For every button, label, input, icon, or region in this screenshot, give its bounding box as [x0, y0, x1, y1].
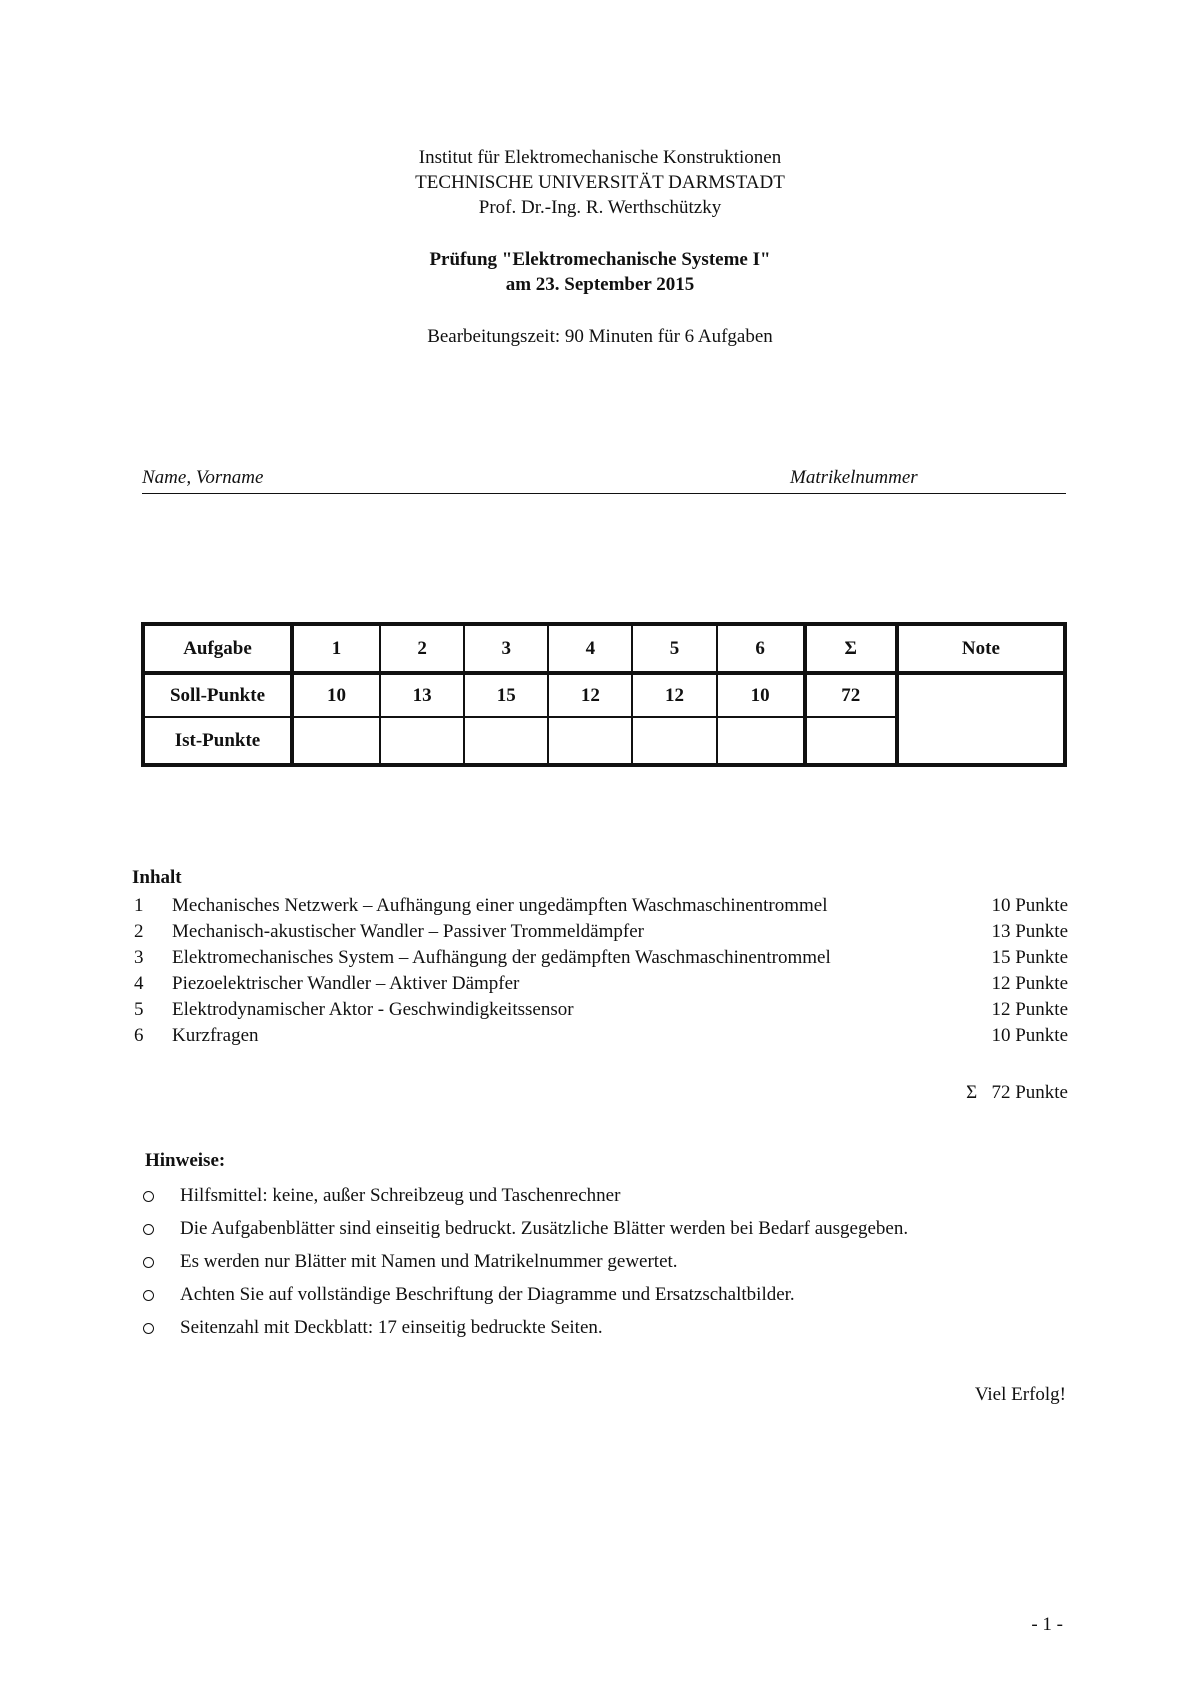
hint-text: Die Aufgabenblätter sind einseitig bedruckt. Zusätzliche Blätter werden bei Bedarf ausgegeben.	[180, 1218, 909, 1239]
item-points: 12 Punkte	[991, 973, 1068, 994]
item-title: Piezoelektrischer Wandler – Aktiver Dämpfer	[172, 973, 520, 994]
university-name: TECHNISCHE UNIVERSITÄT DARMSTADT	[415, 172, 785, 193]
item-number: 4	[134, 973, 144, 994]
item-title: Elektrodynamischer Aktor - Geschwindigkeitssensor	[172, 999, 574, 1020]
score-header-cell: 5	[632, 624, 716, 673]
contents-heading: Inhalt	[132, 867, 182, 888]
ist-field[interactable]	[464, 717, 548, 765]
exam-title: Prüfung "Elektromechanische Systeme I"	[429, 249, 771, 270]
item-points: 15 Punkte	[991, 947, 1068, 968]
soll-value: 12	[632, 673, 716, 717]
hint-text: Achten Sie auf vollständige Beschriftung der Diagramme und Ersatzschaltbilder.	[180, 1284, 795, 1305]
circle-bullet-icon	[143, 1191, 154, 1202]
contents-list	[134, 893, 1068, 1049]
score-header-row	[143, 624, 1065, 673]
item-number: 3	[134, 947, 144, 968]
soll-value: 15	[464, 673, 548, 717]
circle-bullet-icon	[143, 1224, 154, 1235]
ist-field[interactable]	[380, 717, 464, 765]
soll-value: 10	[717, 673, 805, 717]
item-number: 5	[134, 999, 144, 1020]
score-header-cell: 4	[548, 624, 632, 673]
circle-bullet-icon	[143, 1257, 154, 1268]
ist-label: Ist-Punkte	[143, 717, 292, 765]
soll-label: Soll-Punkte	[143, 673, 292, 717]
item-title: Kurzfragen	[172, 1025, 259, 1046]
score-table	[141, 622, 1067, 767]
contents-item	[134, 971, 1068, 997]
hint-text: Es werden nur Blätter mit Namen und Matrikelnummer gewertet.	[180, 1251, 678, 1272]
item-title: Mechanisch-akustischer Wandler – Passiver Trommeldämpfer	[172, 921, 644, 942]
contents-item	[134, 1023, 1068, 1049]
exam-date: am 23. September 2015	[505, 274, 695, 295]
duration-line	[0, 324, 1200, 349]
item-number: 6	[134, 1025, 144, 1046]
hint-text: Seitenzahl mit Deckblatt: 17 einseitig bedruckte Seiten.	[180, 1317, 603, 1338]
soll-value: 13	[380, 673, 464, 717]
item-title: Mechanisches Netzwerk – Aufhängung einer ungedämpften Waschmaschinentrommel	[172, 895, 828, 916]
contents-item	[134, 945, 1068, 971]
page-number: - 1 -	[1031, 1614, 1063, 1635]
circle-bullet-icon	[143, 1323, 154, 1334]
institution-block	[0, 145, 1200, 220]
ist-field[interactable]	[292, 717, 380, 765]
grade-field[interactable]	[897, 673, 1065, 765]
score-header-cell: 2	[380, 624, 464, 673]
ist-field[interactable]	[632, 717, 716, 765]
ist-field[interactable]	[548, 717, 632, 765]
item-points: 10 Punkte	[991, 895, 1068, 916]
score-header-cell: 3	[464, 624, 548, 673]
soll-value: 10	[292, 673, 380, 717]
total-points: Σ 72 Punkte	[966, 1082, 1068, 1103]
item-number: 1	[134, 895, 144, 916]
contents-item	[134, 997, 1068, 1023]
contents-item	[134, 919, 1068, 945]
grade-header-cell: Note	[897, 624, 1065, 673]
hints-heading: Hinweise:	[145, 1150, 226, 1171]
soll-sum: 72	[805, 673, 897, 717]
item-points: 12 Punkte	[991, 999, 1068, 1020]
contents-item	[134, 893, 1068, 919]
item-points: 13 Punkte	[991, 921, 1068, 942]
soll-points-row	[143, 673, 1065, 717]
item-points: 10 Punkte	[991, 1025, 1068, 1046]
duration-text: Bearbeitungszeit: 90 Minuten für 6 Aufgaben	[427, 326, 773, 347]
institute-name: Institut für Elektromechanische Konstruktionen	[418, 147, 782, 168]
score-header-cell: Aufgabe	[143, 624, 292, 673]
item-number: 2	[134, 921, 144, 942]
circle-bullet-icon	[143, 1290, 154, 1301]
exam-title-block	[0, 247, 1200, 297]
score-header-cell: 1	[292, 624, 380, 673]
ist-field[interactable]	[717, 717, 805, 765]
sum-header-cell: Σ	[805, 624, 897, 673]
closing-text: Viel Erfolg!	[974, 1384, 1066, 1405]
item-title: Elektromechanisches System – Aufhängung der gedämpften Waschmaschinentrommel	[172, 947, 831, 968]
matrikel-label: Matrikelnummer	[790, 467, 918, 488]
professor-name: Prof. Dr.-Ing. R. Werthschützky	[478, 197, 722, 218]
score-header-cell: 6	[717, 624, 805, 673]
ist-sum-field[interactable]	[805, 717, 897, 765]
soll-value: 12	[548, 673, 632, 717]
signature-line	[142, 467, 1066, 494]
name-label: Name, Vorname	[142, 467, 264, 488]
hint-text: Hilfsmittel: keine, außer Schreibzeug und Taschenrechner	[180, 1185, 621, 1206]
